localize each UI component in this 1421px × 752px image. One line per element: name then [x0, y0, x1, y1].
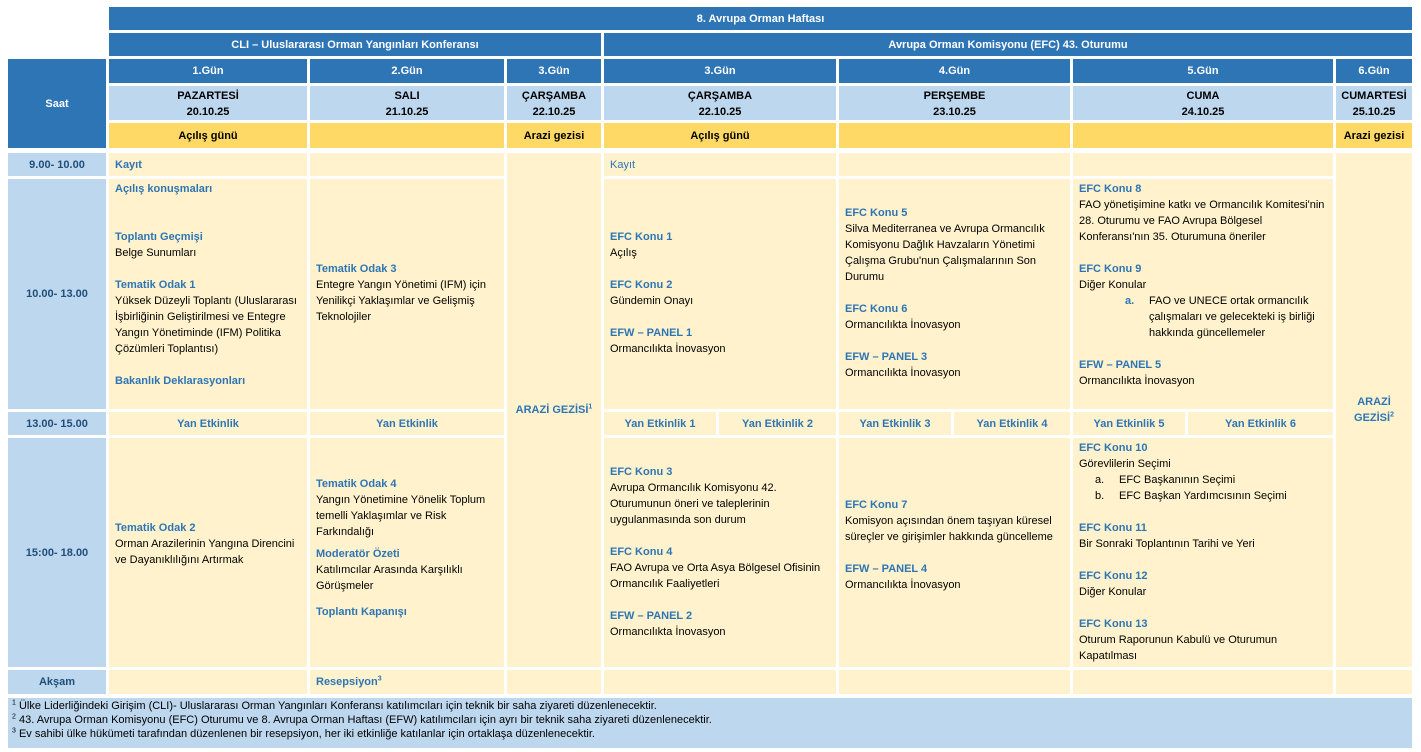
day-3-efc-label: 3.Gün [604, 59, 836, 83]
efc-thu-registration-empty [839, 153, 1070, 176]
efc-wed-afternoon: EFC Konu 3 Avrupa Ormancılık Komisyonu 42. Oturumunun öneri ve taleplerinin uygulanmasında son durum EFC Konu 4 FAO Avrupa ve Orta Asya Bölgesel Ofisinin Ormancılık Faaliyetleri EFW – PANEL 2 Ormancılıkta İnovasyon [604, 438, 836, 667]
day-4-note [839, 123, 1070, 148]
day-2-label: 2.Gün [310, 59, 504, 83]
cli-evening-day1 [109, 670, 307, 694]
efc-side-event-6: Yan Etkinlik 6 [1188, 412, 1333, 435]
cli-title: CLI – Uluslararası Orman Yangınları Konferansı [109, 33, 601, 56]
cli-day1-morning: Açılış konuşmaları Toplantı Geçmişi Belge Sunumları Tematik Odak 1 Yüksek Düzeyli Toplantı (Uluslararası İşbirliğinin Geliştirilmesi ve Entegre Yangın Yönetiminde (IFM) Politika Çözümleri Toplantısı) Bakanlık Deklarasyonları [109, 179, 307, 409]
efc-fri-morning: EFC Konu 8 FAO yönetişimine katkı ve Ormancılık Komitesi'nin 28. Oturumu ve FAO Avrupa Bölgesel Konferansı'nın 35. Oturumuna öneriler EFC Konu 9 Diğer Konular a. FAO ve UNECE ortak ormancılık çalışmaları ve gelecekteki iş birliği hakkında güncellemeler EFW – PANEL 5 Ormancılıkta İnovasyon [1073, 179, 1333, 409]
cli-side-event-1: Yan Etkinlik [109, 412, 307, 435]
day-3-cli-note: Arazi gezisi [507, 123, 601, 148]
efc-evening-wed [604, 670, 836, 694]
cli-evening-day3 [507, 670, 601, 694]
efc-fri-afternoon: EFC Konu 10 Görevlilerin Seçimi a. EFC Başkanının Seçimi b. EFC Başkan Yardımcısının Seçimi EFC Konu 11 Bir Sonraki Toplantının Tarihi ve Yeri EFC Konu 12 Diğer Konular EFC Konu 13 Oturum Raporunun Kabulü ve Oturumun Kapatılması [1073, 438, 1333, 667]
footnote-2: $^2$ 43. Avrupa Orman Komisyonu (EFC) Oturumu ve 8. Avrupa Orman Haftası (EFW) katılımcıları için ayrı bir teknik saha ziyareti düzenlenecektir. [12, 713, 712, 726]
efc-thu-morning: EFC Konu 5 Silva Mediterranea ve Avrupa Ormancılık Komisyonu Dağlık Havzaların Yönetimi Çalışma Grubu'nun Çalışmalarının Son Durumu EFC Konu 6 Ormancılıkta İnovasyon EFW – PANEL 3 Ormancılıkta İnovasyon [839, 179, 1070, 409]
efc-side-event-3: Yan Etkinlik 3 [839, 412, 951, 435]
day-2-note [310, 123, 504, 148]
time-slot-4: 15:00- 18.00 [8, 438, 106, 667]
day-6-note: Arazi gezisi [1336, 123, 1412, 148]
cli-day1-afternoon: Tematik Odak 2 Orman Arazilerinin Yangına Direncini ve Dayanıklılığını Artırmak [109, 438, 307, 667]
footnote-1: $^1$ Ülke Liderliğindeki Girişim (CLI)- Uluslararası Orman Yangınları Konferansı katılımcıları için teknik bir saha ziyareti düzenlenecektir. [12, 699, 657, 712]
time-slot-3: 13.00- 15.00 [8, 412, 106, 435]
efc-side-event-1: Yan Etkinlik 1 [604, 412, 716, 435]
day-6-label: 6.Gün [1336, 59, 1412, 83]
cli-field-trip: ARAZİ GEZİSİ$^1$ [507, 153, 601, 667]
day-3-cli-date: ÇARŞAMBA 22.10.25 [507, 86, 601, 120]
efc-thu-afternoon: EFC Konu 7 Komisyon açısından önem taşıyan küresel süreçler ve girişimler hakkında güncelleme EFW – PANEL 4 Ormancılıkta İnovasyon [839, 438, 1070, 667]
cli-day2-afternoon: Tematik Odak 4 Yangın Yönetimine Yönelik Toplum temelli Yaklaşımlar ve Risk Farkındalığı Moderatör Özeti Katılımcılar Arasında Karşılıklı Görüşmeler Toplantı Kapanışı [310, 438, 504, 667]
cli-day2-registration-empty [310, 153, 504, 176]
day-4-date: PERŞEMBE 23.10.25 [839, 86, 1070, 120]
day-4-label: 4.Gün [839, 59, 1070, 83]
day-1-note: Açılış günü [109, 123, 307, 148]
time-slot-1: 9.00- 10.00 [8, 153, 106, 176]
saat-header: Saat [8, 59, 106, 148]
efc-registration: Kayıt [604, 153, 836, 176]
day-1-label: 1.Gün [109, 59, 307, 83]
day-5-date: CUMA 24.10.25 [1073, 86, 1333, 120]
day-5-note [1073, 123, 1333, 148]
cli-reception: Resepsiyon$^3$ [310, 670, 504, 694]
day-3-efc-date: ÇARŞAMBA 22.10.25 [604, 86, 836, 120]
efc-evening-thu [839, 670, 1070, 694]
efc-evening-fri [1073, 670, 1333, 694]
cli-side-event-2: Yan Etkinlik [310, 412, 504, 435]
day-1-date: PAZARTESİ 20.10.25 [109, 86, 307, 120]
time-slot-2: 10.00- 13.00 [8, 179, 106, 409]
cli-registration: Kayıt [109, 153, 307, 176]
efc-fri-registration-empty [1073, 153, 1333, 176]
time-slot-5: Akşam [8, 670, 106, 694]
week-title: 8. Avrupa Orman Haftası [109, 7, 1412, 30]
efc-title: Avrupa Orman Komisyonu (EFC) 43. Oturumu [604, 33, 1412, 56]
efc-field-trip: ARAZİ GEZİSİ$^2$ [1336, 153, 1412, 667]
day-2-date: SALI 21.10.25 [310, 86, 504, 120]
day-3-efc-note: Açılış günü [604, 123, 836, 148]
day-3-cli-label: 3.Gün [507, 59, 601, 83]
efc-wed-morning: EFC Konu 1 Açılış EFC Konu 2 Gündemin Onayı EFW – PANEL 1 Ormancılıkta İnovasyon [604, 179, 836, 409]
efc-side-event-5: Yan Etkinlik 5 [1073, 412, 1185, 435]
day-6-date: CUMARTESİ 25.10.25 [1336, 86, 1412, 120]
footnote-3: $^3$ Ev sahibi ülke hükümeti tarafından düzenlenen bir resepsiyon, her iki etkinliğe katılanlar için ortaklaşa düzenlenecektir. [12, 727, 595, 740]
cli-day2-morning: Tematik Odak 3 Entegre Yangın Yönetimi (IFM) için Yenilikçi Yaklaşımlar ve Gelişmiş Teknolojiler [310, 179, 504, 409]
efc-evening-sat [1336, 670, 1412, 694]
day-5-label: 5.Gün [1073, 59, 1333, 83]
efc-side-event-2: Yan Etkinlik 2 [719, 412, 836, 435]
efc-side-event-4: Yan Etkinlik 4 [954, 412, 1070, 435]
footnotes [8, 698, 1412, 748]
